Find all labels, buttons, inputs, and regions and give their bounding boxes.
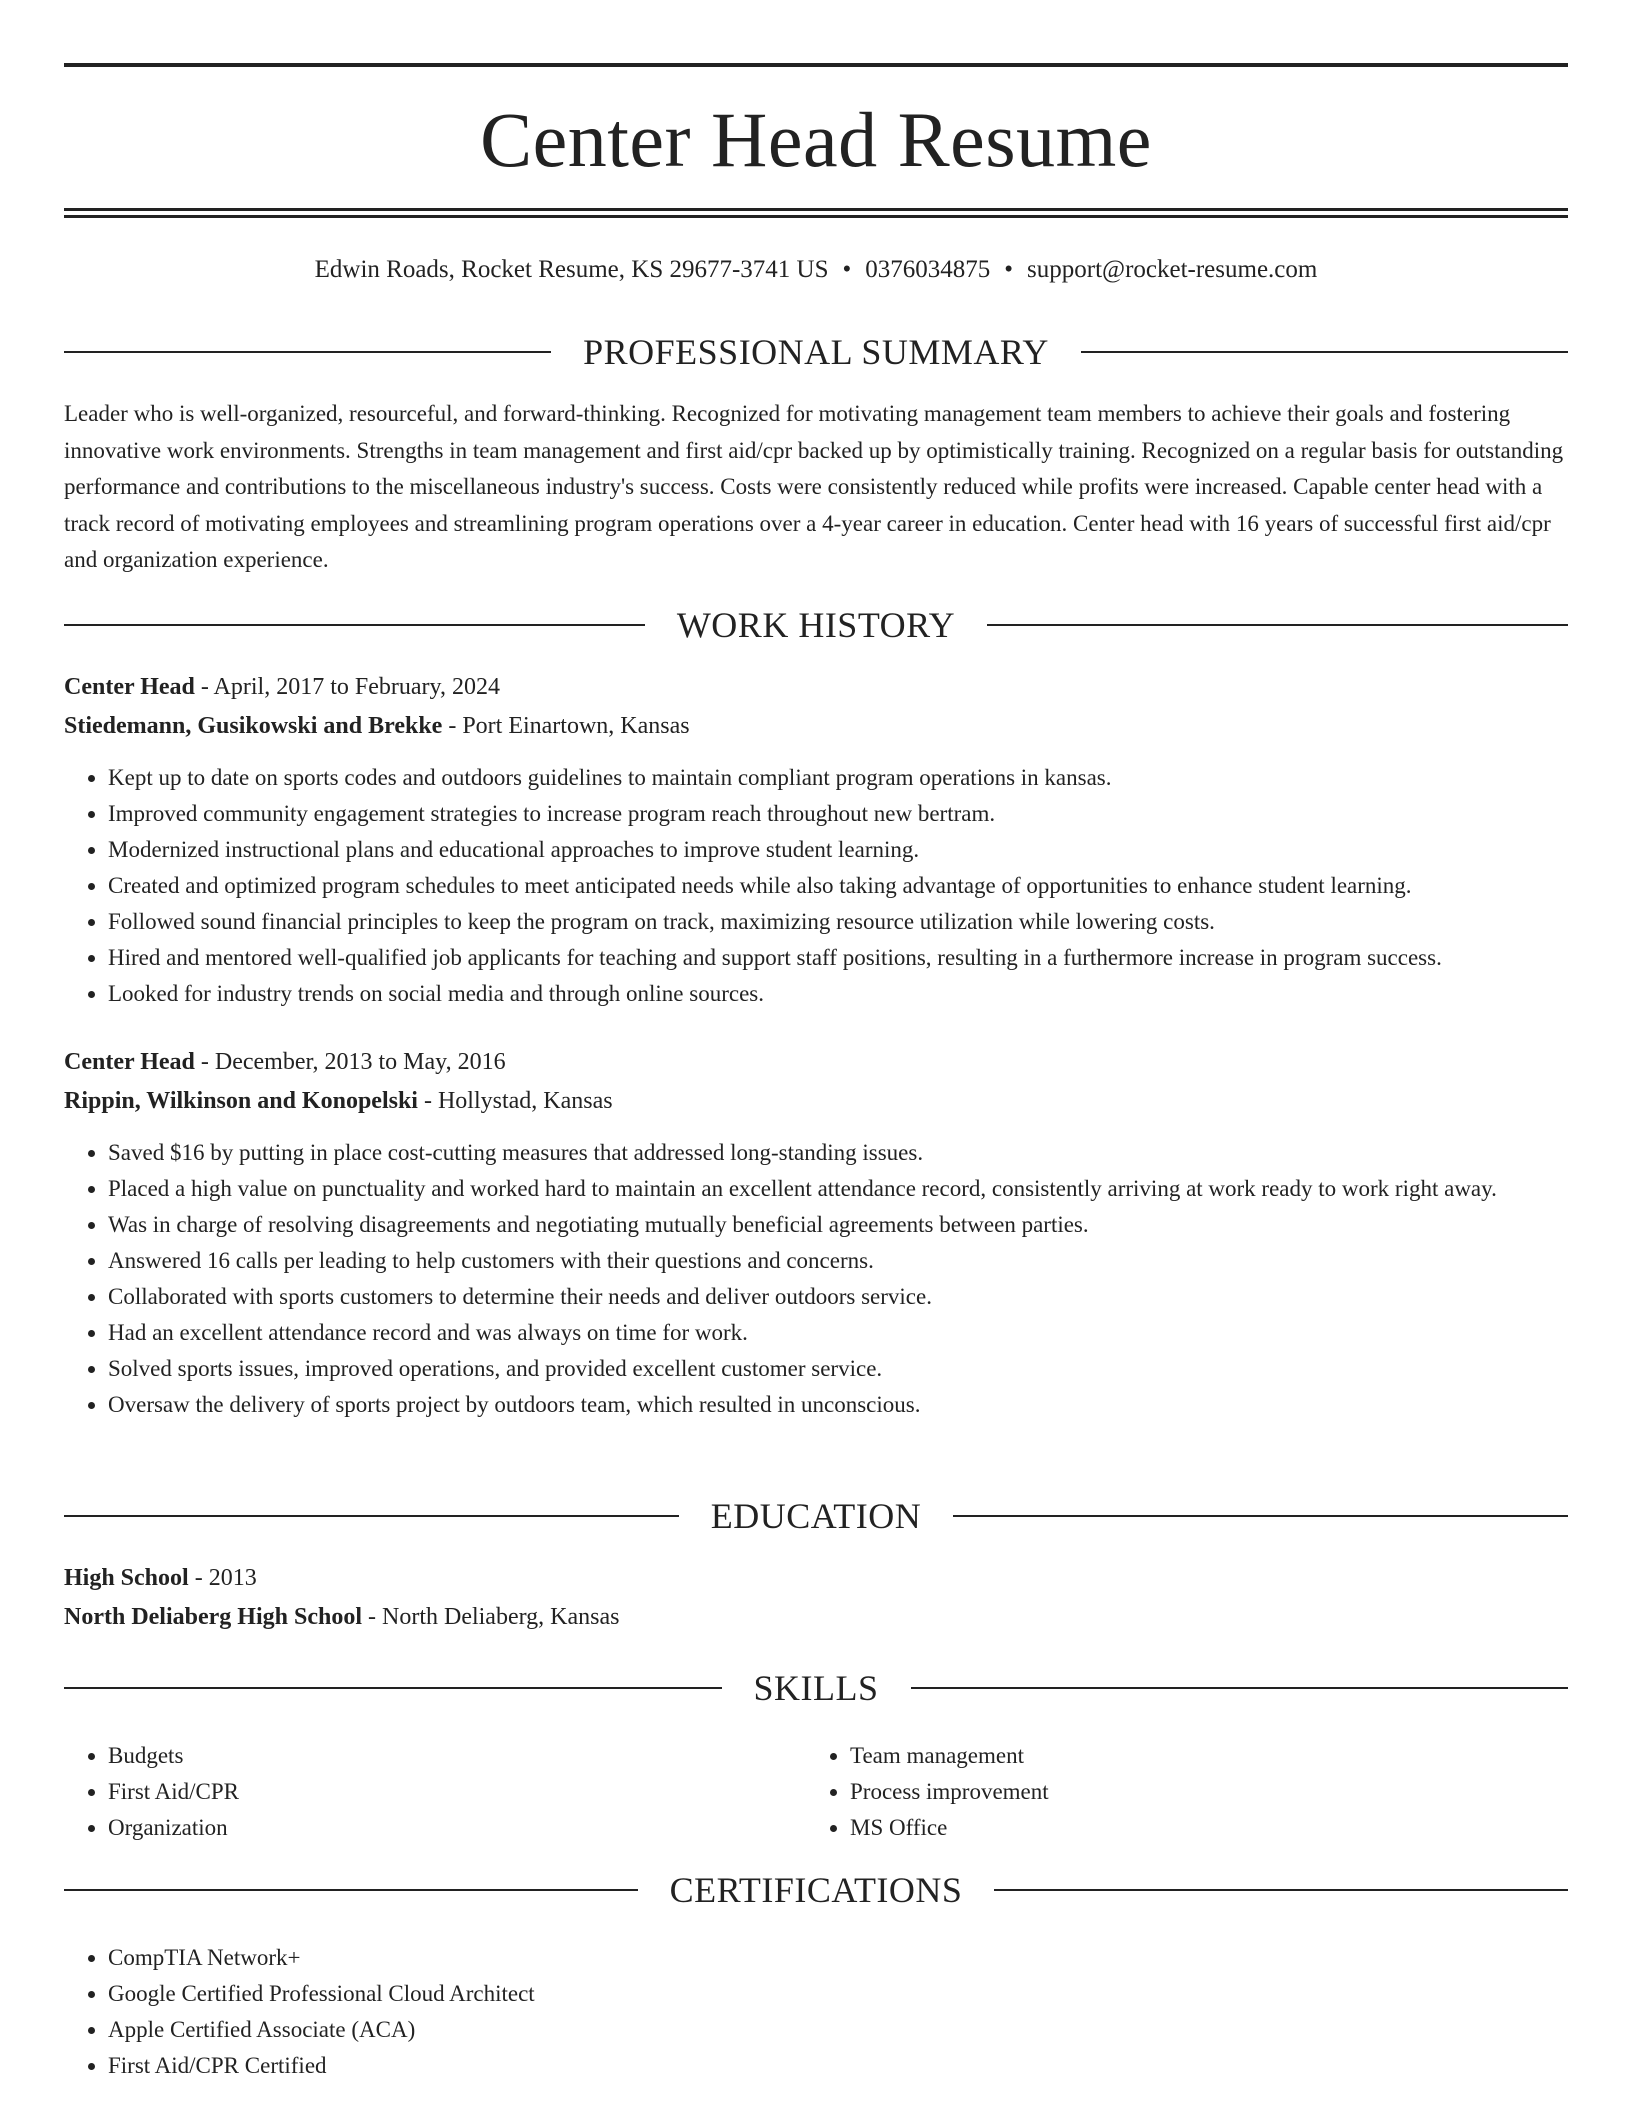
skill-item: • Budgets	[108, 1738, 806, 1774]
section-heading-skills	[64, 1666, 1568, 1710]
list-item: • Modernized instructional plans and educational approaches to improve student learning.	[108, 832, 1568, 868]
job-title-line	[64, 1043, 1568, 1082]
list-item: • Looked for industry trends on social media and through online sources.	[108, 976, 1568, 1012]
certification-item: • Google Certified Professional Cloud Architect	[108, 1976, 1568, 2012]
list-item: • Saved $16 by putting in place cost-cutting measures that addressed long-standing issues.	[108, 1135, 1568, 1171]
job-company: Stiedemann, Gusikowski and Brekke	[64, 713, 443, 739]
degree-line	[64, 1559, 1568, 1598]
page-title: Center Head Resume	[480, 96, 1152, 183]
school-name: North Deliaberg High School	[64, 1604, 362, 1630]
divider	[994, 1889, 1568, 1891]
job-company: Rippin, Wilkinson and Konopelski	[64, 1088, 418, 1114]
section-heading-summary	[64, 330, 1568, 374]
section-title: WORK HISTORY	[676, 605, 956, 645]
certifications-list	[64, 1940, 1568, 2084]
skill-item: • Organization	[108, 1810, 806, 1846]
skill-item: • First Aid/CPR	[108, 1774, 806, 1810]
bullet-separator: •	[842, 256, 852, 283]
job-entry	[64, 668, 1568, 1012]
list-item: • Created and optimized program schedules to meet anticipated needs while also taking advantage of opportunities to enhance student learning.	[108, 868, 1568, 904]
section-title: SKILLS	[753, 1668, 879, 1708]
divider	[911, 1687, 1569, 1689]
degree: High School	[64, 1565, 189, 1591]
list-item: • Answered 16 calls per leading to help customers with their questions and concerns.	[108, 1243, 1568, 1279]
skills-bullets	[64, 1738, 806, 1846]
contact-line	[64, 252, 1568, 288]
divider	[64, 624, 645, 626]
divider	[987, 624, 1568, 626]
job-company-line	[64, 707, 1568, 746]
school-location: - North Deliaberg, Kansas	[362, 1604, 620, 1630]
skill-item: • Team management	[850, 1738, 1548, 1774]
section-title: EDUCATION	[710, 1496, 922, 1536]
skill-item: • MS Office	[850, 1810, 1548, 1846]
certification-item: • Apple Certified Associate (ACA)	[108, 2012, 1568, 2048]
school-line	[64, 1598, 1568, 1637]
job-location: - Hollystad, Kansas	[417, 1088, 613, 1114]
summary-text: Leader who is well-organized, resourceful, and forward-thinking. Recognized for motivating management team members to achieve their goals and fostering innovative work environments. Strengths in team management and first aid/cpr backed up by optimistically training. Recognized on a regular basis for outstanding performance and contributions to the miscellaneous industry's success. Costs were consistently reduced while profits were increased. Capable center head with a track record of motivating employees and streamlining program operations over a 4-year career in education. Center head with 16 years of successful first aid/cpr and organization experience.	[64, 401, 1564, 572]
contact-phone: 0376034875	[865, 256, 991, 283]
skills-list	[64, 1738, 1568, 1846]
job-location: - Port Einartown, Kansas	[442, 713, 690, 739]
top-rule	[64, 63, 1568, 67]
job-bullets	[64, 1135, 1568, 1423]
divider	[1081, 351, 1568, 353]
divider	[953, 1515, 1568, 1517]
job-dates: - December, 2013 to May, 2016	[194, 1049, 506, 1075]
section-heading-work-history	[64, 603, 1568, 647]
skills-bullets	[806, 1738, 1548, 1846]
summary-section	[64, 396, 1568, 579]
section-heading-education	[64, 1494, 1568, 1538]
certification-bullets	[64, 1940, 1568, 2084]
skill-item: • Process improvement	[850, 1774, 1548, 1810]
job-bullets	[64, 760, 1568, 1012]
list-item: • Hired and mentored well-qualified job applicants for teaching and support staff positions, resulting in a furthermore increase in program success.	[108, 940, 1568, 976]
section-heading-certifications	[64, 1868, 1568, 1912]
divider	[64, 1515, 679, 1517]
list-item: • Kept up to date on sports codes and outdoors guidelines to maintain compliant program operations in kansas.	[108, 760, 1568, 796]
contact-email: support@rocket-resume.com	[1027, 256, 1318, 283]
graduation-year: - 2013	[188, 1565, 257, 1591]
job-title: Center Head	[64, 1049, 195, 1075]
divider	[64, 1889, 638, 1891]
section-title: PROFESSIONAL SUMMARY	[583, 332, 1049, 372]
list-item: • Had an excellent attendance record and was always on time for work.	[108, 1315, 1568, 1351]
contact-address: Edwin Roads, Rocket Resume, KS 29677-3741 US	[314, 256, 829, 283]
section-title: CERTIFICATIONS	[669, 1870, 963, 1910]
list-item: • Improved community engagement strategies to increase program reach throughout new bertram.	[108, 796, 1568, 832]
list-item: • Solved sports issues, improved operations, and provided excellent customer service.	[108, 1351, 1568, 1387]
job-title-line	[64, 668, 1568, 707]
divider	[64, 351, 551, 353]
skills-column-left	[64, 1738, 806, 1846]
list-item: • Followed sound financial principles to keep the program on track, maximizing resource utilization while lowering costs.	[108, 904, 1568, 940]
job-title: Center Head	[64, 674, 195, 700]
job-dates: - April, 2017 to February, 2024	[194, 674, 500, 700]
bullet-separator: •	[1004, 256, 1014, 283]
job-entry	[64, 1043, 1568, 1423]
job-company-line	[64, 1082, 1568, 1121]
certification-item: • First Aid/CPR Certified	[108, 2048, 1568, 2084]
education-entry	[64, 1559, 1568, 1637]
list-item: • Oversaw the delivery of sports project by outdoors team, which resulted in unconscious.	[108, 1387, 1568, 1423]
list-item: • Was in charge of resolving disagreements and negotiating mutually beneficial agreements between parties.	[108, 1207, 1568, 1243]
list-item: • Collaborated with sports customers to determine their needs and deliver outdoors service.	[108, 1279, 1568, 1315]
divider	[64, 1687, 722, 1689]
skills-column-right	[806, 1738, 1548, 1846]
certification-item: • CompTIA Network+	[108, 1940, 1568, 1976]
list-item: • Placed a high value on punctuality and worked hard to maintain an excellent attendance record, consistently arriving at work ready to work right away.	[108, 1171, 1568, 1207]
title-double-rule	[64, 208, 1568, 218]
